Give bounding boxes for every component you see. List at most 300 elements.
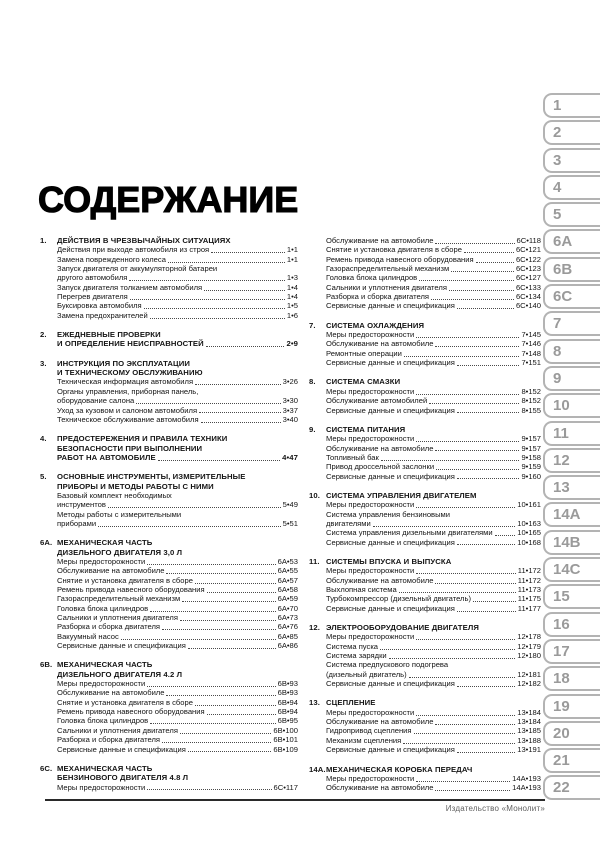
page-number: 6B•94 bbox=[277, 707, 298, 717]
toc-section-header bbox=[309, 377, 541, 386]
dot-leader bbox=[147, 685, 275, 687]
section-title-text: ПРЕДОСТЕРЕЖЕНИЯ И ПРАВИЛА ТЕХНИКИ bbox=[57, 434, 228, 444]
section-title-text: МЕХАНИЧЕСКАЯ КОРОБКА ПЕРЕДАЧ bbox=[326, 764, 473, 774]
toc-entry-text: Обслуживание на автомобиле bbox=[326, 443, 434, 453]
section-title-text: ДЕЙСТВИЯ В ЧРЕЗВЫЧАЙНЫХ СИТУАЦИЯХ bbox=[57, 236, 231, 245]
toc-entry-text: двигателями bbox=[326, 518, 371, 528]
page-number: 6B•95 bbox=[277, 716, 298, 726]
page-number: 6A•57 bbox=[277, 575, 298, 585]
toc-entry-text: Меры предосторожности bbox=[57, 679, 146, 689]
toc-entry-text: Буксировка автомобиля bbox=[57, 301, 142, 311]
toc-entry-text: Ремень привода навесного оборудования bbox=[57, 707, 205, 717]
toc-entry bbox=[40, 745, 298, 754]
toc-entry bbox=[309, 783, 541, 792]
toc-section bbox=[40, 660, 298, 753]
thumb-index-tab: 11 bbox=[543, 421, 600, 446]
dot-leader bbox=[416, 440, 519, 442]
toc-entry-text: Разборка и сборка двигателя bbox=[57, 735, 161, 745]
page-number: 11•177 bbox=[517, 603, 541, 613]
page-number: 5•51 bbox=[282, 518, 298, 528]
page-number: 11•172 bbox=[517, 566, 541, 576]
toc-entry bbox=[309, 444, 541, 453]
page-number: 6A•73 bbox=[277, 613, 298, 623]
toc-entry bbox=[309, 528, 541, 537]
page-number: 6C•134 bbox=[515, 292, 541, 302]
toc-entry-text: Меры предосторожности bbox=[326, 566, 415, 576]
toc-entry-text: Меры предосторожности bbox=[57, 782, 146, 792]
page-number: 6C•140 bbox=[515, 301, 541, 311]
dot-leader bbox=[435, 582, 515, 584]
section-number: 6A. bbox=[40, 538, 53, 548]
toc-section-header bbox=[40, 764, 298, 773]
toc-entry bbox=[309, 660, 541, 669]
page-number: 12•182 bbox=[517, 679, 541, 689]
toc-entry bbox=[309, 726, 541, 735]
toc-section-header bbox=[40, 472, 298, 481]
toc-entry-text: Меры предосторожности bbox=[326, 632, 415, 642]
page-number: 12•181 bbox=[517, 669, 541, 679]
toc-entry bbox=[309, 774, 541, 783]
toc-entry-text: Система предпускового подогрева bbox=[326, 660, 449, 670]
dot-leader bbox=[416, 393, 519, 395]
page-number: 6A•55 bbox=[277, 566, 298, 576]
toc-section-header bbox=[309, 698, 541, 707]
dot-leader bbox=[457, 364, 520, 366]
toc-entry bbox=[309, 406, 541, 415]
toc-entry-text: Сервисные данные и спецификация bbox=[57, 641, 186, 651]
toc-entry-text: Методы работы с измерительными bbox=[57, 509, 182, 519]
dot-leader bbox=[98, 525, 281, 527]
page-number: 12•178 bbox=[517, 632, 541, 642]
toc-entry bbox=[40, 387, 298, 396]
toc-section bbox=[40, 330, 298, 349]
page-number: 6B•94 bbox=[277, 697, 298, 707]
toc-entry-text: Снятие и установка двигателя в сборе bbox=[326, 245, 462, 255]
dot-leader bbox=[476, 261, 514, 263]
toc-section-header bbox=[309, 557, 541, 566]
page-number: 6C•121 bbox=[515, 245, 541, 255]
toc-entry-text: Турбокомпрессор (дизельный двигатель) bbox=[326, 594, 471, 604]
section-number: 7. bbox=[309, 320, 316, 330]
thumb-index-tabs bbox=[543, 93, 600, 800]
toc-entry bbox=[309, 604, 541, 613]
section-title-text: СИСТЕМА ПИТАНИЯ bbox=[326, 424, 406, 434]
section-title-text: ЭЛЕКТРООБОРУДОВАНИЕ ДВИГАТЕЛЯ bbox=[326, 623, 479, 633]
page-number: 8•155 bbox=[521, 405, 541, 415]
page-number: 8•152 bbox=[521, 396, 541, 406]
page-number: 10•163 bbox=[517, 518, 541, 528]
dot-leader bbox=[457, 411, 520, 413]
dot-leader bbox=[419, 279, 514, 281]
dot-leader bbox=[457, 543, 515, 545]
thumb-index-tab: 1 bbox=[543, 93, 600, 118]
page-number: 6A•86 bbox=[277, 641, 298, 651]
thumb-index-tab: 8 bbox=[543, 339, 600, 364]
toc-entry bbox=[40, 594, 298, 603]
toc-entry-text: Техническое обслуживание автомобиля bbox=[57, 414, 199, 424]
toc-entry bbox=[309, 387, 541, 396]
toc-entry-text: Система управления бензиновыми bbox=[326, 509, 450, 519]
page-number: 10•161 bbox=[517, 500, 541, 510]
toc-entry bbox=[309, 245, 541, 254]
dot-leader bbox=[188, 647, 276, 649]
footer-rule bbox=[45, 799, 545, 801]
toc-entry bbox=[309, 396, 541, 405]
toc-entry-text: Механизм сцепления bbox=[326, 735, 402, 745]
toc-section bbox=[309, 698, 541, 754]
dot-leader bbox=[166, 694, 275, 696]
dot-leader bbox=[129, 279, 284, 281]
section-number: 10. bbox=[309, 490, 320, 500]
toc-entry-text: Сальники и уплотнения двигателя bbox=[57, 613, 178, 623]
toc-entry bbox=[40, 245, 298, 254]
toc-entry bbox=[40, 519, 298, 528]
thumb-index-tab: 6B bbox=[543, 257, 600, 282]
dot-leader bbox=[162, 628, 276, 630]
section-title-text: МЕХАНИЧЕСКАЯ ЧАСТЬ bbox=[57, 538, 153, 548]
page-number: 1•5 bbox=[286, 301, 298, 311]
section-title-text: СИСТЕМА УПРАВЛЕНИЯ ДВИГАТЕЛЕМ bbox=[326, 490, 477, 500]
dot-leader bbox=[416, 714, 515, 716]
dot-leader bbox=[147, 563, 275, 565]
dot-leader bbox=[188, 750, 272, 752]
dot-leader bbox=[435, 723, 515, 725]
page-number: 4•47 bbox=[282, 452, 298, 462]
toc-entry bbox=[40, 716, 298, 725]
dot-leader bbox=[435, 789, 510, 791]
toc-section bbox=[309, 377, 541, 414]
toc-entry bbox=[309, 585, 541, 594]
toc-entry-text: Сервисные данные и спецификация bbox=[326, 358, 455, 368]
thumb-index-tab: 15 bbox=[543, 584, 600, 609]
page-number: 12•179 bbox=[517, 641, 541, 651]
toc-entry-text: Запуск двигателя от аккумуляторной батареи bbox=[57, 264, 218, 274]
page-number: 14A•193 bbox=[512, 783, 541, 793]
toc-entry-text: Сальники и уплотнения двигателя bbox=[57, 725, 178, 735]
section-number: 8. bbox=[309, 377, 316, 387]
page-number: 6A•59 bbox=[277, 594, 298, 604]
dot-leader bbox=[130, 298, 285, 300]
page-number: 6B•93 bbox=[277, 679, 298, 689]
page-number: 13•188 bbox=[517, 735, 541, 745]
page-number: 5•49 bbox=[282, 500, 298, 510]
toc-entry-text: Меры предосторожности bbox=[326, 773, 415, 783]
dot-leader bbox=[150, 722, 275, 724]
toc-entry bbox=[40, 264, 298, 273]
toc-entry bbox=[309, 642, 541, 651]
page-number: 7•151 bbox=[521, 358, 541, 368]
toc-entry bbox=[309, 708, 541, 717]
toc-entry-text: Запуск двигателя толканием автомобиля bbox=[57, 282, 203, 292]
dot-leader bbox=[207, 591, 276, 593]
toc-entry bbox=[309, 519, 541, 528]
dot-leader bbox=[457, 307, 514, 309]
toc-entry bbox=[40, 415, 298, 424]
section-title-text: БЕЗОПАСНОСТИ ПРИ ВЫПОЛНЕНИИ bbox=[57, 443, 203, 453]
page-number: 1•6 bbox=[286, 310, 298, 320]
toc-entry bbox=[40, 311, 298, 320]
toc-section bbox=[40, 764, 298, 792]
toc-entry-text: Меры предосторожности bbox=[326, 434, 415, 444]
toc-entry bbox=[40, 707, 298, 716]
thumb-index-tab: 3 bbox=[543, 148, 600, 173]
toc-section bbox=[309, 491, 541, 547]
dot-leader bbox=[180, 732, 271, 734]
toc-entry-text: Сервисные данные и спецификация bbox=[326, 537, 455, 547]
toc-section-header bbox=[40, 368, 298, 377]
toc-section-header bbox=[309, 491, 541, 500]
section-number: 1. bbox=[40, 236, 47, 245]
toc-entry-text: Меры предосторожности bbox=[57, 556, 146, 566]
toc-section bbox=[309, 425, 541, 481]
thumb-index-tab: 14B bbox=[543, 530, 600, 555]
toc-entry-text: оборудование салона bbox=[57, 396, 135, 406]
toc-section-header bbox=[40, 482, 298, 491]
dot-leader bbox=[457, 477, 520, 479]
toc-entry bbox=[40, 406, 298, 415]
toc-section-header bbox=[309, 623, 541, 632]
toc-section-header bbox=[40, 538, 298, 547]
toc-entry-text: Головка блока цилиндров bbox=[57, 603, 149, 613]
thumb-index-tab: 18 bbox=[543, 666, 600, 691]
page-number: 3•37 bbox=[282, 405, 298, 415]
dot-leader bbox=[464, 251, 514, 253]
toc-section-header bbox=[40, 453, 298, 462]
page-number: 6C•117 bbox=[273, 782, 298, 792]
dot-leader bbox=[150, 610, 275, 612]
dot-leader bbox=[416, 506, 515, 508]
toc-entry bbox=[309, 717, 541, 726]
toc-entry-text: Сервисные данные и спецификация bbox=[326, 679, 455, 689]
toc-entry bbox=[40, 576, 298, 585]
toc-entry bbox=[309, 236, 541, 245]
toc-entry-text: Обслуживание на автомобиле bbox=[326, 717, 434, 727]
section-number: 3. bbox=[40, 358, 47, 368]
toc-section bbox=[40, 359, 298, 424]
page-number: 6B•101 bbox=[273, 735, 298, 745]
dot-leader bbox=[207, 713, 276, 715]
page-number: 10•165 bbox=[517, 528, 541, 538]
toc-section-header bbox=[40, 330, 298, 339]
toc-entry-text: Разборка и сборка двигателя bbox=[57, 622, 161, 632]
page-number: 6C•118 bbox=[516, 236, 541, 245]
page-number: 13•191 bbox=[517, 745, 541, 755]
toc-column-left bbox=[40, 236, 298, 802]
toc-entry-text: Уход за кузовом и салоном автомобиля bbox=[57, 405, 198, 415]
toc-entry-text: Обслуживание на автомобиле bbox=[326, 575, 434, 585]
toc-entry bbox=[309, 679, 541, 688]
page-number: 6B•109 bbox=[273, 744, 298, 754]
toc-entry bbox=[40, 622, 298, 631]
dot-leader bbox=[449, 289, 514, 291]
toc-entry-text: Обслуживание на автомобиле bbox=[326, 339, 434, 349]
toc-entry bbox=[40, 735, 298, 744]
toc-entry bbox=[40, 255, 298, 264]
toc-section-header bbox=[309, 321, 541, 330]
toc-section-header bbox=[309, 425, 541, 434]
page-number: 6C•133 bbox=[515, 282, 541, 292]
toc-section-header bbox=[40, 773, 298, 782]
toc-section bbox=[309, 623, 541, 688]
toc-entry-text: Замена поврежденного колеса bbox=[57, 254, 166, 264]
toc-entry-text: Система управления дизельными двигателями bbox=[326, 528, 493, 538]
toc-entry bbox=[40, 585, 298, 594]
page-number: 13•184 bbox=[517, 707, 541, 717]
toc-entry-text: Обслуживание на автомобиле bbox=[57, 566, 165, 576]
dot-leader bbox=[136, 402, 280, 404]
page-number: 13•184 bbox=[517, 717, 541, 727]
dot-leader bbox=[166, 572, 275, 574]
page-number: 2•9 bbox=[286, 339, 298, 349]
toc-section-header bbox=[40, 434, 298, 443]
dot-leader bbox=[162, 741, 271, 743]
section-title-text: МЕХАНИЧЕСКАЯ ЧАСТЬ bbox=[57, 660, 153, 670]
page-number: 1•1 bbox=[286, 245, 298, 255]
page-number: 8•152 bbox=[521, 386, 541, 396]
toc-entry-text: приборами bbox=[57, 518, 97, 528]
section-number: 9. bbox=[309, 424, 316, 434]
page-number: 11•172 bbox=[517, 575, 541, 585]
section-number: 11. bbox=[309, 556, 320, 566]
dot-leader bbox=[409, 676, 516, 678]
section-number: 12. bbox=[309, 623, 320, 633]
dot-leader bbox=[180, 619, 276, 621]
toc-entry-text: Газораспределительный механизм bbox=[326, 264, 450, 274]
toc-entry-text: инструментов bbox=[57, 500, 106, 510]
section-title-text: СИСТЕМЫ ВПУСКА И ВЫПУСКА bbox=[326, 556, 452, 566]
toc-entry-text: Гидропривод сцепления bbox=[326, 726, 412, 736]
section-title-text: СИСТЕМА ОХЛАЖДЕНИЯ bbox=[326, 320, 425, 330]
dot-leader bbox=[435, 345, 519, 347]
dot-leader bbox=[147, 788, 271, 790]
toc-entry-text: Обслуживание на автомобиле bbox=[57, 688, 165, 698]
toc-entry bbox=[40, 510, 298, 519]
toc-section-header bbox=[40, 359, 298, 368]
toc-entry-text: Снятие и установка двигателя в сборе bbox=[57, 697, 193, 707]
toc-entry bbox=[309, 736, 541, 745]
toc-entry-text: Обслуживание автомобилей bbox=[326, 396, 428, 406]
toc-entry bbox=[309, 576, 541, 585]
toc-entry-text: Действия при выходе автомобиля из строя bbox=[57, 245, 210, 255]
toc-section bbox=[309, 765, 541, 793]
toc-entry-text: Вакуумный насос bbox=[57, 631, 119, 641]
dot-leader bbox=[108, 506, 281, 508]
toc-entry-text: Меры предосторожности bbox=[326, 707, 415, 717]
dot-leader bbox=[435, 242, 514, 244]
section-number: 14A. bbox=[309, 764, 326, 774]
page-number: 6B•93 bbox=[277, 688, 298, 698]
dot-leader bbox=[416, 572, 516, 574]
section-title-text: ПРИБОРЫ И МЕТОДЫ РАБОТЫ С НИМИ bbox=[57, 481, 214, 491]
page-number: 1•4 bbox=[286, 292, 298, 302]
toc-section-header bbox=[40, 236, 298, 245]
toc-entry bbox=[309, 632, 541, 641]
dot-leader bbox=[435, 449, 519, 451]
toc-entry-text: Система пуска bbox=[326, 641, 379, 651]
toc-entry bbox=[40, 698, 298, 707]
toc-entry bbox=[40, 688, 298, 697]
section-title-text: ДИЗЕЛЬНОГО ДВИГАТЕЛЯ 3,0 Л bbox=[57, 547, 183, 557]
dot-leader bbox=[158, 459, 280, 461]
toc-entry-text: Техническая информация автомобиля bbox=[57, 377, 194, 387]
toc-entry bbox=[309, 500, 541, 509]
toc-entry-text: Сервисные данные и спецификация bbox=[326, 745, 455, 755]
section-number: 5. bbox=[40, 472, 47, 482]
page-number: 7•145 bbox=[521, 330, 541, 340]
toc-entry-text: Меры предосторожности bbox=[326, 500, 415, 510]
page-number: 12•180 bbox=[517, 651, 541, 661]
dot-leader bbox=[431, 298, 514, 300]
page-number: 1•3 bbox=[286, 273, 298, 283]
thumb-index-tab: 9 bbox=[543, 366, 600, 391]
thumb-index-tab: 6C bbox=[543, 284, 600, 309]
toc-entry bbox=[40, 283, 298, 292]
dot-leader bbox=[195, 383, 281, 385]
page-number: 6A•85 bbox=[277, 631, 298, 641]
dot-leader bbox=[168, 261, 285, 263]
toc-section bbox=[309, 557, 541, 613]
dot-leader bbox=[436, 468, 519, 470]
thumb-index-tab: 6A bbox=[543, 229, 600, 254]
dot-leader bbox=[206, 345, 285, 347]
page-number: 3•40 bbox=[282, 414, 298, 424]
section-title-text: РАБОТ НА АВТОМОБИЛЕ bbox=[57, 452, 156, 462]
dot-leader bbox=[195, 704, 276, 706]
toc-section bbox=[309, 236, 541, 311]
toc-entry-text: Сервисные данные и спецификация bbox=[326, 603, 455, 613]
toc-section-header bbox=[309, 765, 541, 774]
toc-entry bbox=[40, 726, 298, 735]
page-number: 9•159 bbox=[521, 462, 541, 472]
thumb-index-tab: 19 bbox=[543, 694, 600, 719]
toc-entry bbox=[40, 557, 298, 566]
publisher-credit: Издательство «Монолит» bbox=[445, 804, 545, 813]
page-number: 13•185 bbox=[517, 726, 541, 736]
section-title-text: ИНСТРУКЦИЯ ПО ЭКСПЛУАТАЦИИ bbox=[57, 358, 191, 368]
toc-section bbox=[40, 538, 298, 650]
toc-entry-text: Сервисные данные и спецификация bbox=[326, 405, 455, 415]
dot-leader bbox=[204, 289, 285, 291]
dot-leader bbox=[414, 732, 516, 734]
dot-leader bbox=[457, 610, 516, 612]
toc-entry-text: Разборка и сборка двигателя bbox=[326, 292, 430, 302]
page-number: 3•30 bbox=[282, 396, 298, 406]
section-title-text: БЕНЗИНОВОГО ДВИГАТЕЛЯ 4.8 Л bbox=[57, 773, 189, 783]
toc-entry bbox=[309, 566, 541, 575]
toc-entry-text: Меры предосторожности bbox=[326, 386, 415, 396]
thumb-index-tab: 17 bbox=[543, 639, 600, 664]
toc-entry-text: Система зарядки bbox=[326, 651, 387, 661]
toc-entry bbox=[40, 396, 298, 405]
page-title: СОДЕРЖАНИЕ bbox=[38, 179, 299, 220]
toc-entry-text: Ремень привода навесного оборудования bbox=[57, 585, 205, 594]
dot-leader bbox=[403, 742, 515, 744]
toc-entry-text: Органы управления, приборная панель, bbox=[57, 386, 199, 396]
toc-entry bbox=[40, 604, 298, 613]
toc-entry-text: Выхлопная система bbox=[326, 585, 397, 594]
toc-entry bbox=[40, 566, 298, 575]
toc-entry bbox=[309, 745, 541, 754]
page-number: 6A•76 bbox=[277, 622, 298, 632]
page-number: 9•157 bbox=[521, 443, 541, 453]
page-number: 10•168 bbox=[517, 537, 541, 547]
dot-leader bbox=[429, 402, 519, 404]
toc-section bbox=[40, 236, 298, 320]
thumb-index-tab: 4 bbox=[543, 175, 600, 200]
dot-leader bbox=[182, 600, 275, 602]
toc-entry-text: Меры предосторожности bbox=[326, 330, 415, 340]
dot-leader bbox=[121, 638, 276, 640]
